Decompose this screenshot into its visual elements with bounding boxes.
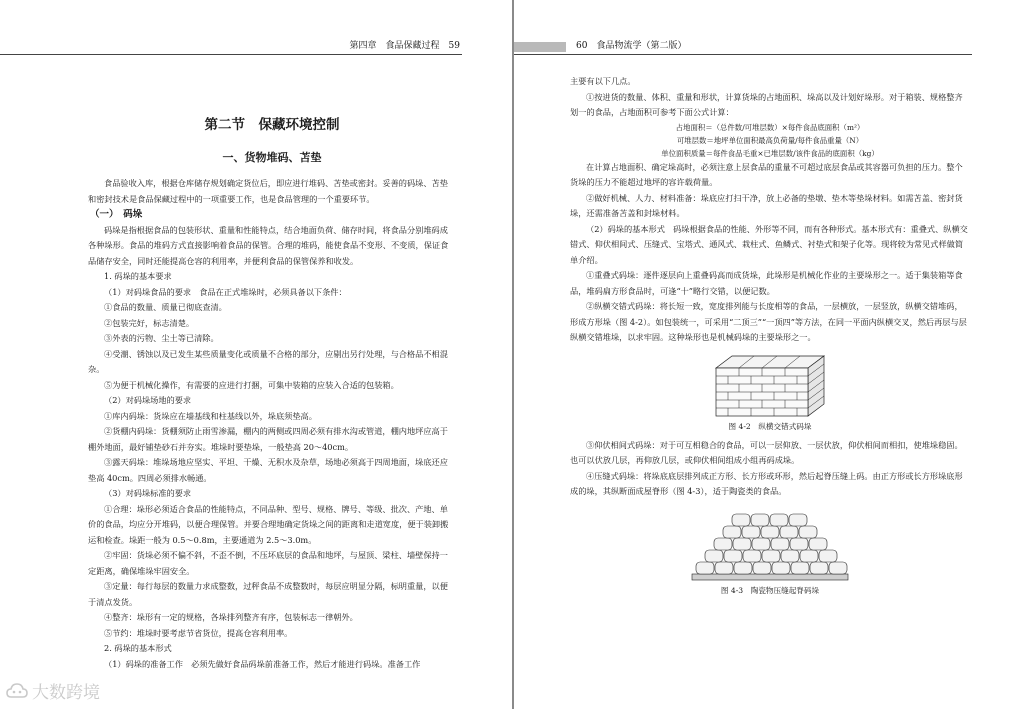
list-item: （1）码垛的准备工作 必须先做好食品码垛前准备工作，然后才能进行码垛。准备工作	[104, 658, 421, 669]
list-item: ③外表的污物、尘土等已清除。	[104, 333, 219, 343]
header-rule	[514, 54, 972, 55]
list-item: （2）对码垛场地的要求	[104, 395, 192, 405]
paragraph: 在计算占地面积、确定垛高时，必须注意上层食品的重量不可超过底层食品或其容器可负担的压力。整个货垛的压力不能超过地坪的容许载荷量。	[570, 161, 963, 187]
formula: 单位面积质量＝每件食品毛重×已堆层数/该件食品的底面积（kg）	[661, 148, 879, 158]
watermark-text: 大数跨境	[32, 683, 100, 703]
paragraph: ④压缝式码垛：将垛底底层排列成正方形、长方形或环形，然后起脊压缝上码。由正方形或长方形垛底形成的垛，其纵断面成屋脊形（图 4-3），适于陶瓷类的食品。	[570, 470, 963, 496]
paragraph: ②纵横交错式码垛：将长短一致，宽度排列能与长度相等的食品，一层横放，一层竖放，纵横交错堆码，形成方形垛（图 4-2）。如包装统一，可采用“二顶三”“一顶四”等方法，在同一平面内纵横交叉，然后再层与层纵横交错堆垛，以求牢固。这种垛形也是机械码垛的主要垛形之一。	[570, 301, 967, 342]
list-item: ②货棚内码垛：货棚须防止雨雪渗漏，棚内的两侧或四周必须有排水沟或管道，棚内地坪应高于棚外地面，最好铺垫砂石并夯实。堆垛时要垫垛，一般垫高 20～40cm。	[88, 426, 448, 452]
paragraph: （2）码垛的基本形式 码垛根据食品的性能、外形等不同，而有各种形式。基本形式有：重叠式、纵横交错式、仰伏相间式、压缝式、宝塔式、通风式、栽柱式、鱼鳞式、衬垫式和架子化等。现将较为常见式样做简单介绍。	[570, 223, 968, 265]
list-item: （1）对码垛食品的要求 食品在正式堆垛时，必须具备以下条件：	[104, 286, 347, 297]
list-item: ⑤为便于机械化操作，有需要的应进行打捆，可集中装箱的应装入合适的包装箱。	[104, 379, 399, 390]
list-item: ④受潮、锈蚀以及已发生某些质量变化或质量不合格的部分，应剔出另行处理，与合格品不相混杂。	[88, 348, 448, 374]
list-item: ①库内码垛：货垛应在墙基线和柱基线以外，垛底须垫高。	[104, 410, 317, 421]
right-text-column	[570, 74, 970, 602]
formula: 可堆层数＝地坪单位面积最高负荷量/每件食品重量（N）	[676, 135, 864, 145]
paragraph: ①按进货的数量、体积、重量和形状，计算货垛的占地面积、垛高以及计划好垛形。对于箱装、规格整齐划一的食品，占地面积可参考下面公式计算：	[570, 91, 963, 117]
figure-caption: 图 4-3 陶瓷物压缝起脊码垛	[720, 585, 820, 595]
paragraph: ①重叠式码垛：逐件逐层向上重叠码高而成货垛，此垛形是机械化作业的主要垛形之一。适于集装箱等食品，堆码扁方形食品时，可逢“十”略行交错，以便记数。	[570, 270, 963, 296]
subsection-title: 一、货物堆码、苫垫	[222, 151, 322, 164]
formula: 占地面积＝（总件数/可堆层数）×每件食品底面积（m²）	[675, 122, 865, 132]
list-item: ②包装完好，标志清楚。	[104, 317, 195, 328]
header-tab	[514, 42, 566, 52]
list-item: 1. 码垛的基本要求	[104, 271, 172, 281]
section-title: 第二节 保藏环境控制	[204, 117, 340, 133]
watermark	[6, 678, 100, 703]
list-item: （3）对码垛标准的要求	[104, 488, 192, 498]
paragraph: 码垛是指根据食品的包装形状、重量和性能特点，结合地面负荷、储存时间，将食品分别堆码成各种垛形。食品的堆码方式直接影响着食品的保管。合理的堆码，能使食品不变形、不变质，保证食品储存安全，同时还能提高仓容的利用率，并便利食品的保管保养和收发。	[88, 224, 449, 266]
list-item: 2. 码垛的基本形式	[104, 643, 172, 653]
list-item: ④整齐：垛形有一定的规格，各垛排列整齐有序，包装标志一律朝外。	[104, 612, 358, 622]
list-item: ①合理：垛形必须适合食品的性能特点，不同品种、型号、规格、牌号、等级、批次、产地、单价的食品，均应分开堆码，以便合理保管。并要合理地确定货垛之间的距离和走道宽度，便于装卸搬运和检查。垛距一般为 0.5～0.8m，主要通道为 2.5～3.0m。	[88, 503, 449, 545]
paragraph: 主要有以下几点。	[570, 76, 636, 86]
left-page	[0, 0, 512, 709]
page-header: 60 食品物流学（第二版）	[576, 41, 687, 51]
ridge-stack-figure	[690, 508, 850, 582]
list-item: ⑤节约：堆垛时要考虑节省货位，提高仓容利用率。	[104, 627, 293, 638]
crisscross-stack-figure	[710, 354, 830, 418]
list-item: ②牢固：货垛必须不偏不斜，不歪不倒，不压坏底层的食品和地坪，与屋顶、梁柱、墙壁保持一定距离，确保堆垛牢固安全。	[88, 550, 448, 576]
list-item: ①食品的数量、质量已彻底查清。	[104, 302, 227, 312]
left-text-column	[88, 112, 456, 672]
list-item: ③露天码垛：堆垛场地应坚实、平坦、干燥、无积水及杂草，场地必须高于四周地面，垛底还应垫高 40cm。四周必须排水畅通。	[88, 457, 448, 483]
paragraph: 食品验收入库，根据仓库储存规划确定货位后，即应进行堆码、苫垫或密封。妥善的码垛、苫垫和密封技术是食品保藏过程中的一项重要工作，也是食品管理的一个重要环节。	[88, 178, 448, 204]
right-page	[514, 0, 1025, 709]
list-item: ③定量：每行每层的数量力求成整数，过秤食品不成整数时，每层应明显分隔，标明重量，以便于清点发货。	[88, 581, 448, 607]
heading: （一） 码垛	[90, 209, 143, 220]
page-header: 第四章 食品保藏过程 59	[349, 41, 460, 51]
paragraph: ②做好机械、人力、材料准备：垛底应打扫干净，放上必备的垫墩、垫木等垫垛材料。如需苫盖、密封货垛，还需准备苫盖和封垛材料。	[570, 192, 963, 218]
header-rule	[0, 54, 462, 55]
cloud-logo-icon	[6, 682, 28, 700]
figure-caption: 图 4-2 纵横交错式码垛	[728, 421, 812, 431]
paragraph: ③仰伏相间式码垛：对于可互相稳合的食品，可以一层仰放、一层伏放，仰伏相间而相扣，使堆垛稳固。也可以伏放几层，再仰放几层，或仰伏相间组成小组再码成垛。	[570, 439, 963, 465]
